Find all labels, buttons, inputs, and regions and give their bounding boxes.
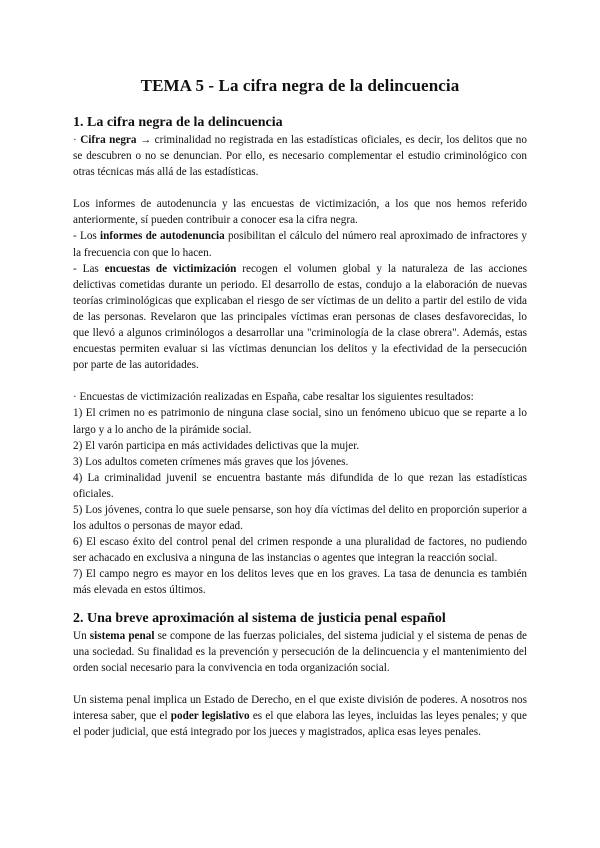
cifra-negra-definition	[73, 132, 527, 180]
text-lead: Un	[73, 629, 90, 642]
paragraph-informes-encuestas: Los informes de autodenuncia y las encuestas de victimización, a los que nos hemos referido anteriormente, sí pueden contribuir a conocer esa la cifra negra.	[73, 198, 527, 227]
paragraph-estado-derecho	[73, 692, 527, 740]
result-item: 2) El varón participa en más actividades delictivas que la mujer.	[73, 439, 360, 452]
results-list	[73, 405, 527, 598]
term-autodenuncia: informes de autodenuncia	[100, 230, 225, 243]
term-poder-legislativo: poder legislativo	[170, 709, 250, 722]
result-item: 7) El campo negro es mayor en los delitos leves que en los graves. La tasa de denuncia es también más elevada en estos últimos.	[73, 568, 527, 597]
paragraph-autodenuncia	[73, 228, 527, 260]
page-title: TEMA 5 - La cifra negra de la delincuencia	[140, 76, 460, 95]
bullet: ·	[73, 134, 81, 146]
result-item: 4) La criminalidad juvenil se encuentra bastante más difundida de lo que rezan las estadísticas oficiales.	[73, 471, 527, 500]
text-lead: Un sistema penal implica un Estado de Derecho, en el que existe división de poderes. A nosotros nos interesa saber, que el	[73, 693, 527, 722]
result-item: 6) El escaso éxito del control penal del crimen responde a una pluralidad de factores, no pudiendo ser achacado en exclusiva a ninguna de las instancias o agentes que integran la reacción social.	[73, 536, 527, 565]
dash: - Los	[73, 230, 101, 243]
paragraph-victimizacion	[73, 261, 527, 374]
results-intro: · Encuestas de victimización realizadas en España, cabe resaltar los siguientes resultados:	[73, 391, 474, 404]
section-2-heading: 2. Una breve aproximación al sistema de justicia penal español	[73, 610, 446, 626]
result-item: 5) Los jóvenes, contra lo que suele pensarse, son hoy día víctimas del delito en proporción superior a los adultos o personas de mayor edad.	[73, 503, 527, 533]
term-sistema-penal: sistema penal	[89, 629, 155, 642]
victimizacion-text: recogen el volumen global y la naturaleza de las acciones delictivas cometidas durante un periodo. El desarrollo de estas, condujo a la elaboración de nuevas teorías criminológicas que explicaban el riesgo de ser víctimas de un delito a partir del estilo de vida de las personas. Revelaron que las principales víctimas eran personas de clases desfavorecidas, lo que llevó a algunos criminólogos a desarrollar una "criminología de la clase obrera". Además, estas encuestas permiten evaluar si las víctimas denuncian los delitos y la efectividad de la persecución por parte de las autoridades.	[73, 262, 528, 372]
term-cifra-negra: Cifra negra	[80, 134, 137, 146]
result-item: 3) Los adultos cometen crímenes más graves que los jóvenes.	[73, 455, 349, 468]
dash: - Las	[73, 262, 105, 275]
term-victimizacion: encuestas de victimización	[104, 262, 237, 275]
paragraph-sistema-penal	[73, 628, 527, 676]
result-item: 1) El crimen no es patrimonio de ninguna clase social, sino un fenómeno ubicuo que se reparte a lo largo y a lo ancho de la pirámide social.	[73, 407, 527, 436]
definition-text: → criminalidad no registrada en las estadísticas oficiales, es decir, los delitos que no se descubren o no se denuncian. Por ello, es necesario complementar el estudio criminológico con otras técnicas más allá de las estadísticas.	[73, 134, 527, 179]
section-1-heading: 1. La cifra negra de la delincuencia	[73, 115, 283, 130]
estado-derecho-text: es el que elabora las leyes, incluidas las leyes penales; y que el poder judicial, que está integrado por los jueces y magistrados, aplica esas leyes penales.	[73, 709, 527, 738]
sistema-penal-text: se compone de las fuerzas policiales, del sistema judicial y el sistema de penas de una sociedad. Su finalidad es la prevención y persecución de la delincuencia y el mantenimiento del orden social necesario para la convivencia en toda organización social.	[73, 629, 528, 674]
autodenuncia-text: posibilitan el cálculo del número real aproximado de infractores y la frecuencia con que lo hacen.	[73, 230, 527, 259]
